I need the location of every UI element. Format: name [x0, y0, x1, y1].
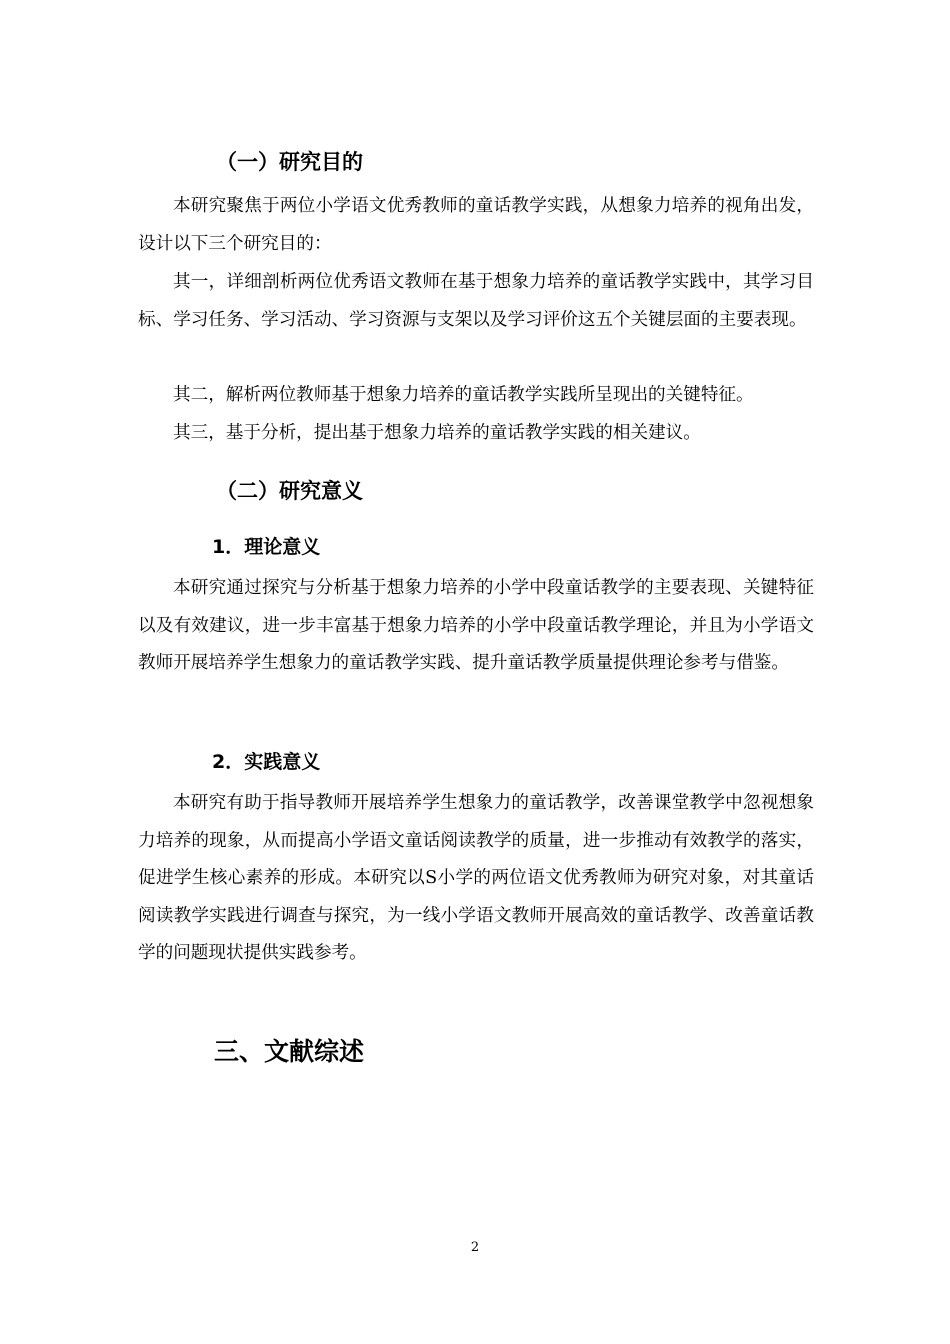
section-heading-research-purpose: （一）研究目的	[216, 150, 363, 174]
paragraph-theoretical-significance: 本研究通过探究与分析基于想象力培养的小学中段童话教学的主要表现、关键特征以及有效建议，进一步丰富基于想象力培养的小学中段童话教学理论，并且为小学语文教师开展培养学生想象力的童话教学实践、提升童话教学质量提供理论参考与借鉴。	[138, 578, 814, 673]
paragraph-purpose-one: 其一，详细剖析两位优秀语文教师在基于想象力培养的童话教学实践中，其学习目标、学习任务、学习活动、学习资源与支架以及学习评价这五个关键层面的主要表现。	[138, 272, 814, 330]
paragraph-purpose-two: 其二，解析两位教师基于想象力培养的童话教学实践所呈现出的关键特征。	[173, 385, 754, 405]
subsection-heading-theoretical-significance: 1．理论意义	[212, 536, 321, 558]
paragraph-practical-significance: 本研究有助于指导教师开展培养学生想象力的童话教学，改善课堂教学中忽视想象力培养的现象，从而提高小学语文童话阅读教学的质量，进一步推动有效教学的落实，促进学生核心素养的形成。本研究以S小学的两位语文优秀教师为研究对象，对其童话阅读教学实践进行调查与探究，为一线小学语文教师开展高效的童话教学、改善童话教学的问题现状提供实践参考。	[138, 793, 814, 963]
paragraph-purpose-three: 其三，基于分析，提出基于想象力培养的童话教学实践的相关建议。	[173, 423, 701, 443]
subsection-heading-practical-significance: 2．实践意义	[212, 751, 321, 773]
section-heading-research-significance: （二）研究意义	[216, 479, 363, 503]
chapter-heading-literature-review: 三、文献综述	[214, 1037, 365, 1066]
page-number: 2	[470, 1240, 480, 1255]
paragraph-purpose-intro: 本研究聚焦于两位小学语文优秀教师的童话教学实践，从想象力培养的视角出发，设计以下三个研究目的：	[138, 196, 814, 254]
